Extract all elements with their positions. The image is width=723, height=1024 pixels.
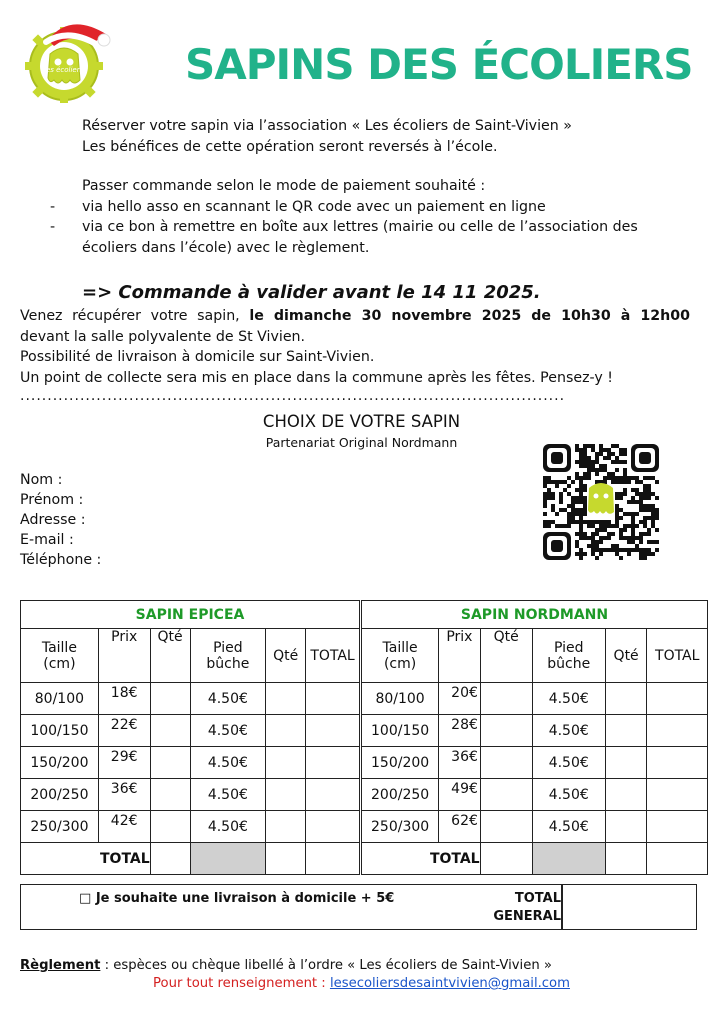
total-cell[interactable] bbox=[306, 843, 360, 875]
table-row bbox=[362, 683, 708, 715]
contact-info: Pour tout renseignement : lesecoliersdesaintvivien@gmail.com bbox=[153, 976, 570, 991]
order-option-mailbox: - via ce bon à remettre en boîte aux lettres (mairie ou celle de l’association des bbox=[50, 219, 638, 235]
foot-qty-input-cell[interactable] bbox=[266, 811, 306, 843]
foot-qty-input-cell[interactable] bbox=[605, 683, 647, 715]
foot-qty-input-cell[interactable] bbox=[605, 811, 647, 843]
qty-input-cell[interactable] bbox=[480, 779, 532, 811]
foot-price-cell: 4.50€ bbox=[190, 811, 266, 843]
header-size: Taille (cm) bbox=[362, 629, 439, 683]
foot-price-cell: 4.50€ bbox=[532, 811, 605, 843]
order-option-mailbox-cont: écoliers dans l’école) avec le règlement. bbox=[82, 239, 370, 256]
divider bbox=[561, 885, 563, 929]
row-total-cell[interactable] bbox=[647, 811, 708, 843]
qty-input-cell[interactable] bbox=[150, 811, 190, 843]
foot-price-cell: 4.50€ bbox=[190, 747, 266, 779]
qty-foot-total-cell[interactable] bbox=[266, 843, 306, 875]
email-field[interactable]: E-mail : bbox=[20, 532, 74, 548]
foot-price-cell: 4.50€ bbox=[190, 683, 266, 715]
qty-total-cell[interactable] bbox=[150, 843, 190, 875]
row-total-cell[interactable] bbox=[647, 683, 708, 715]
price-cell: 62€ bbox=[439, 811, 480, 843]
price-cell: 22€ bbox=[98, 715, 150, 747]
size-cell: 150/200 bbox=[21, 747, 99, 779]
total-row-label: TOTAL bbox=[362, 843, 481, 875]
foot-qty-input-cell[interactable] bbox=[266, 747, 306, 779]
customer-form bbox=[20, 470, 101, 570]
foot-qty-input-cell[interactable] bbox=[605, 747, 647, 779]
delivery-option-box bbox=[20, 884, 697, 930]
svg-text:Les écoliers: Les écoliers bbox=[42, 66, 84, 74]
size-cell: 250/300 bbox=[362, 811, 439, 843]
qty-input-cell[interactable] bbox=[480, 683, 532, 715]
page-title: SAPINS DES ÉCOLIERS bbox=[185, 40, 693, 89]
cut-line-separator: .................................................................................................... bbox=[20, 388, 566, 404]
address-field[interactable]: Adresse : bbox=[20, 512, 86, 528]
epicea-order-table bbox=[20, 600, 360, 875]
grand-total-label: TOTAL GENERAL bbox=[493, 891, 561, 924]
pickup-location: devant la salle polyvalente de St Vivien. bbox=[20, 328, 306, 345]
disabled-cell bbox=[190, 843, 266, 875]
table-row bbox=[21, 811, 360, 843]
foot-price-cell: 4.50€ bbox=[190, 715, 266, 747]
phone-field[interactable]: Téléphone : bbox=[20, 552, 102, 568]
contact-email-link[interactable]: lesecoliersdesaintvivien@gmail.com bbox=[329, 976, 570, 991]
foot-price-cell: 4.50€ bbox=[532, 683, 605, 715]
header-qty: Qté bbox=[480, 629, 532, 683]
row-total-cell[interactable] bbox=[647, 779, 708, 811]
price-cell: 20€ bbox=[439, 683, 480, 715]
name-field[interactable]: Nom : bbox=[20, 472, 63, 488]
size-cell: 250/300 bbox=[21, 811, 99, 843]
table-row bbox=[21, 747, 360, 779]
qr-logo-icon bbox=[588, 483, 614, 514]
foot-qty-input-cell[interactable] bbox=[605, 715, 647, 747]
header-foot: Pied bûche bbox=[532, 629, 605, 683]
price-cell: 42€ bbox=[98, 811, 150, 843]
table-row bbox=[21, 683, 360, 715]
price-cell: 28€ bbox=[439, 715, 480, 747]
table-row bbox=[21, 715, 360, 747]
size-cell: 80/100 bbox=[21, 683, 99, 715]
table-row bbox=[362, 779, 708, 811]
qty-input-cell[interactable] bbox=[150, 747, 190, 779]
collection-info: Un point de collecte sera mis en place dans la commune après les fêtes. Pensez-y ! bbox=[20, 369, 613, 386]
firstname-field[interactable]: Prénom : bbox=[20, 492, 84, 508]
foot-price-cell: 4.50€ bbox=[532, 747, 605, 779]
disabled-cell bbox=[532, 843, 605, 875]
qty-input-cell[interactable] bbox=[480, 811, 532, 843]
size-cell: 100/150 bbox=[362, 715, 439, 747]
qr-code-icon[interactable] bbox=[543, 444, 659, 560]
payment-info: Règlement : espèces ou chèque libellé à l’ordre « Les écoliers de Saint-Vivien » bbox=[20, 958, 552, 973]
foot-price-cell: 4.50€ bbox=[190, 779, 266, 811]
price-cell: 36€ bbox=[98, 779, 150, 811]
foot-qty-input-cell[interactable] bbox=[266, 715, 306, 747]
delivery-info: Possibilité de livraison à domicile sur Saint-Vivien. bbox=[20, 349, 375, 365]
delivery-checkbox[interactable]: □ Je souhaite une livraison à domicile + 5€ bbox=[79, 891, 395, 906]
foot-price-cell: 4.50€ bbox=[532, 715, 605, 747]
table-row bbox=[362, 715, 708, 747]
foot-price-cell: 4.50€ bbox=[532, 779, 605, 811]
size-cell: 80/100 bbox=[362, 683, 439, 715]
order-instructions bbox=[50, 176, 638, 258]
price-cell: 29€ bbox=[98, 747, 150, 779]
row-total-cell[interactable] bbox=[647, 747, 708, 779]
total-row-label: TOTAL bbox=[21, 843, 151, 875]
row-total-cell[interactable] bbox=[306, 683, 360, 715]
row-total-cell[interactable] bbox=[306, 715, 360, 747]
header-size: Taille (cm) bbox=[21, 629, 99, 683]
size-cell: 200/250 bbox=[362, 779, 439, 811]
total-cell[interactable] bbox=[647, 843, 708, 875]
qty-total-cell[interactable] bbox=[480, 843, 532, 875]
foot-qty-input-cell[interactable] bbox=[605, 779, 647, 811]
price-cell: 18€ bbox=[98, 683, 150, 715]
size-cell: 200/250 bbox=[21, 779, 99, 811]
row-total-cell[interactable] bbox=[306, 779, 360, 811]
choice-title: CHOIX DE VOTRE SAPIN bbox=[262, 412, 461, 431]
table-row bbox=[362, 747, 708, 779]
qty-input-cell[interactable] bbox=[480, 715, 532, 747]
school-association-logo bbox=[20, 14, 112, 106]
header-qty-foot: Qté bbox=[605, 629, 647, 683]
order-deadline: => Commande à valider avant le 14 11 2025. bbox=[82, 282, 541, 303]
header-foot: Pied bûche bbox=[190, 629, 266, 683]
qty-input-cell[interactable] bbox=[150, 779, 190, 811]
size-cell: 100/150 bbox=[21, 715, 99, 747]
qty-input-cell[interactable] bbox=[150, 715, 190, 747]
foot-qty-input-cell[interactable] bbox=[266, 683, 306, 715]
price-cell: 36€ bbox=[439, 747, 480, 779]
table-row bbox=[362, 811, 708, 843]
pickup-info bbox=[20, 306, 690, 388]
pickup-line: Venez récupérer votre sapin, le dimanche 30 novembre 2025 de 10h30 à 12h00 bbox=[20, 308, 691, 324]
order-intro: Passer commande selon le mode de paiement souhaité : bbox=[82, 178, 486, 194]
choice-subtitle: Partenariat Original Nordmann bbox=[265, 435, 458, 450]
nordmann-title: SAPIN NORDMANN bbox=[362, 601, 708, 629]
foot-qty-input-cell[interactable] bbox=[266, 779, 306, 811]
row-total-cell[interactable] bbox=[306, 747, 360, 779]
price-cell: 49€ bbox=[439, 779, 480, 811]
header-price: Prix bbox=[439, 629, 480, 683]
header-price: Prix bbox=[98, 629, 150, 683]
epicea-title: SAPIN EPICEA bbox=[21, 601, 360, 629]
header-total: TOTAL bbox=[306, 629, 360, 683]
header-total: TOTAL bbox=[647, 629, 708, 683]
table-row bbox=[21, 779, 360, 811]
qty-foot-total-cell[interactable] bbox=[605, 843, 647, 875]
row-total-cell[interactable] bbox=[647, 715, 708, 747]
intro-line: Les bénéfices de cette opération seront reversés à l’école. bbox=[82, 138, 498, 155]
header-qty: Qté bbox=[150, 629, 190, 683]
size-cell: 150/200 bbox=[362, 747, 439, 779]
order-option-helloasso: - via hello asso en scannant le QR code avec un paiement en ligne bbox=[50, 198, 546, 215]
intro-line: Réserver votre sapin via l’association « Les écoliers de Saint-Vivien » bbox=[82, 118, 572, 134]
qty-input-cell[interactable] bbox=[480, 747, 532, 779]
header-qty-foot: Qté bbox=[266, 629, 306, 683]
nordmann-order-table bbox=[361, 600, 708, 875]
row-total-cell[interactable] bbox=[306, 811, 360, 843]
intro-text bbox=[82, 116, 572, 157]
qty-input-cell[interactable] bbox=[150, 683, 190, 715]
